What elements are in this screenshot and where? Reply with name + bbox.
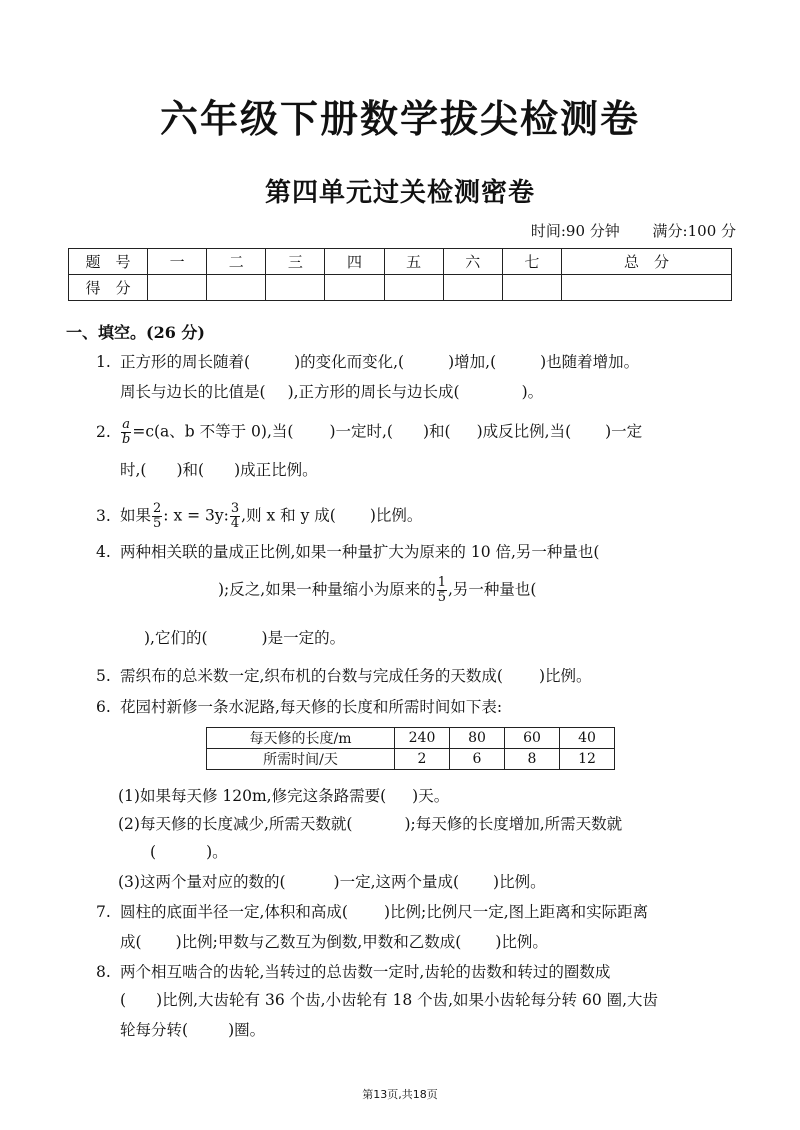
text: (3)这两个量对应的数的( — [118, 873, 286, 891]
score-cell: 五 — [384, 249, 443, 275]
table-cell: 6 — [450, 749, 505, 770]
text: )。 — [206, 843, 228, 861]
question-1-line-1 — [96, 352, 639, 372]
text: )一定,这两个量成( — [333, 873, 460, 891]
text: )比例;比例尺一定,图上距离和实际距离 — [383, 903, 649, 921]
text: 需织布的总米数一定,织布机的台数与完成任务的天数成( — [120, 667, 503, 685]
text: )。 — [521, 383, 544, 401]
question-6 — [96, 697, 502, 717]
text: 成( — [120, 933, 142, 951]
text: )比例。 — [538, 667, 592, 685]
fraction-numerator: 3 — [230, 501, 240, 516]
question-6-sub-3 — [118, 872, 546, 892]
text: 轮每分转( — [120, 1021, 189, 1039]
fraction-denominator: 5 — [437, 590, 446, 605]
exam-subtitle: 第四单元过关检测密卷 — [264, 178, 535, 208]
score-cell: 一 — [148, 249, 207, 275]
question-6-sub-2-line-1 — [118, 814, 622, 834]
score-cell: 总 分 — [561, 249, 731, 275]
question-4-line-1 — [96, 542, 599, 562]
text: );每天修的长度增加,所需天数就 — [404, 815, 623, 833]
page-footer: 第13页,共18页 — [362, 1088, 438, 1101]
score-input-cell[interactable] — [561, 275, 731, 301]
fraction-denominator: b — [122, 432, 131, 447]
fraction-denominator: 5 — [153, 516, 162, 531]
table-cell: 2 — [395, 749, 450, 770]
text: )比例。 — [495, 933, 548, 951]
text: )成反比例,当( — [476, 422, 572, 441]
question-7-line-1 — [96, 902, 648, 922]
text: : x = 3y: — [163, 506, 229, 525]
text: )比例。 — [493, 873, 546, 891]
fraction-2-5 — [152, 502, 162, 531]
row-label: 所需时间/天 — [207, 749, 395, 770]
table-row — [207, 749, 615, 770]
question-number: 8. — [96, 963, 111, 981]
text: (2)每天修的长度减少,所需天数就( — [118, 815, 353, 833]
score-row-label: 得 分 — [69, 275, 148, 301]
table-cell: 8 — [505, 749, 560, 770]
table-cell: 80 — [450, 728, 505, 749]
score-table-header-row — [69, 249, 732, 275]
score-cell: 六 — [443, 249, 502, 275]
question-6-sub-2-line-2 — [150, 842, 228, 862]
fraction-numerator: a — [122, 417, 131, 432]
score-input-cell[interactable] — [148, 275, 207, 301]
text: (1)如果每天修 120m,修完这条路需要( — [118, 787, 387, 805]
full-score: 满分:100 分 — [652, 222, 736, 240]
text: )也随着增加。 — [540, 353, 640, 371]
text: )一定时,( — [329, 422, 393, 441]
text: 时,( — [120, 461, 147, 479]
question-number: 4. — [96, 543, 111, 561]
text: )的变化而变化,( — [294, 353, 405, 371]
text: 两个相互啮合的齿轮,当转过的总齿数一定时,齿轮的齿数和转过的圈数成 — [120, 963, 611, 981]
text: ,则 x 和 y 成( — [241, 506, 336, 525]
text: )增加,( — [448, 353, 497, 371]
question-number: 7. — [96, 903, 111, 921]
text: ),正方形的周长与边长成( — [287, 383, 460, 401]
score-input-cell[interactable] — [207, 275, 266, 301]
question-number: 3. — [96, 506, 111, 525]
score-cell: 三 — [266, 249, 325, 275]
question-4-line-3 — [120, 628, 345, 648]
text: )比例;甲数与乙数互为倒数,甲数和乙数成( — [175, 933, 462, 951]
fraction-denominator: 4 — [230, 516, 240, 531]
score-input-cell[interactable] — [443, 275, 502, 301]
table-cell: 60 — [505, 728, 560, 749]
table-cell: 240 — [395, 728, 450, 749]
row-label: 每天修的长度/m — [207, 728, 395, 749]
exam-meta — [503, 220, 736, 241]
section-heading: 一、填空。(26 分) — [66, 323, 205, 342]
question-number: 1. — [96, 353, 111, 371]
text: 正方形的周长随着( — [120, 353, 251, 371]
question-7-line-2 — [120, 932, 548, 952]
question-number: 6. — [96, 698, 111, 716]
text: 周长与边长的比值是( — [120, 383, 266, 401]
score-input-cell[interactable] — [325, 275, 384, 301]
question-3 — [96, 502, 422, 531]
score-input-cell[interactable] — [384, 275, 443, 301]
text: )一定 — [605, 422, 643, 441]
text: )和( — [176, 461, 205, 479]
text: )圈。 — [228, 1021, 266, 1039]
question-6-sub-1 — [118, 786, 449, 806]
text: )和( — [422, 422, 451, 441]
question-1-line-2 — [120, 382, 543, 402]
score-input-cell[interactable] — [266, 275, 325, 301]
text: 两种相关联的量成正比例,如果一种量扩大为原来的 10 倍,另一种量也( — [120, 543, 600, 561]
fraction-1-5 — [437, 576, 447, 605]
score-input-cell[interactable] — [502, 275, 561, 301]
score-cell: 二 — [207, 249, 266, 275]
time-limit: 时间:90 分钟 — [530, 222, 620, 240]
table-cell: 40 — [560, 728, 615, 749]
text: =c(a、b 不等于 0),当( — [132, 422, 294, 441]
fraction-3-4 — [230, 502, 240, 531]
question-number: 2. — [96, 422, 111, 441]
text: 花园村新修一条水泥路,每天修的长度和所需时间如下表: — [120, 698, 503, 716]
text: ,另一种量也( — [447, 580, 537, 599]
question-8-line-2 — [120, 990, 658, 1010]
text: ),它们的( — [144, 629, 208, 647]
text: )天。 — [412, 787, 450, 805]
road-table — [206, 727, 615, 770]
fraction-numerator: 1 — [437, 575, 446, 590]
score-cell: 七 — [502, 249, 561, 275]
question-8-line-3 — [120, 1020, 265, 1040]
text: 如果 — [120, 506, 152, 525]
text: )比例,大齿轮有 36 个齿,小齿轮有 18 个齿,如果小齿轮每分转 60 圈,大齿 — [156, 991, 659, 1009]
fraction-numerator: 2 — [153, 501, 162, 516]
text: 圆柱的底面半径一定,体积和高成( — [120, 903, 348, 921]
question-4-line-2 — [120, 576, 536, 605]
text: ( — [120, 991, 127, 1009]
score-table-score-row — [69, 275, 732, 301]
score-cell: 四 — [325, 249, 384, 275]
question-5 — [96, 666, 592, 686]
exam-title: 六年级下册数学拔尖检测卷 — [159, 97, 640, 141]
text: )是一定的。 — [261, 629, 346, 647]
text: )成正比例。 — [234, 461, 318, 479]
question-2-line-1 — [96, 418, 642, 447]
fraction-a-over-b — [121, 418, 131, 447]
score-table — [68, 248, 732, 301]
question-number: 5. — [96, 667, 111, 685]
text: ( — [150, 843, 157, 861]
score-cell: 题 号 — [69, 249, 148, 275]
text: )比例。 — [369, 506, 423, 525]
table-row — [207, 728, 615, 749]
text: );反之,如果一种量缩小为原来的 — [218, 580, 436, 599]
table-cell: 12 — [560, 749, 615, 770]
question-2-line-2 — [120, 460, 318, 480]
question-8-line-1 — [96, 962, 610, 982]
